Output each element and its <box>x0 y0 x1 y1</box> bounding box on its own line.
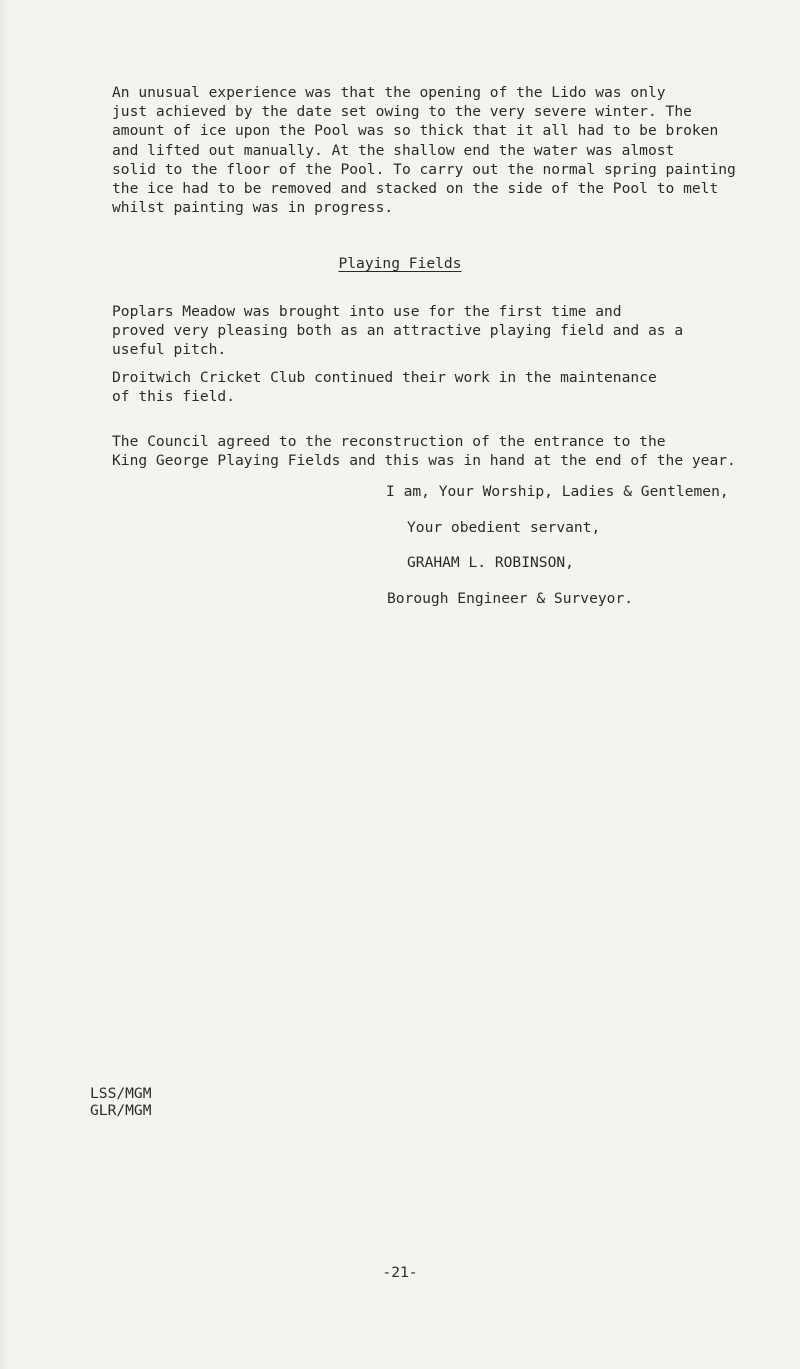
reference-line: GLR/MGM <box>90 1102 152 1119</box>
signature-closing: Your obedient servant, <box>407 519 601 536</box>
signature-title: Borough Engineer & Surveyor. <box>387 590 634 607</box>
text-line: solid to the floor of the Pool. To carry out the normal spring painting <box>112 160 736 178</box>
text-line: An unusual experience was that the opening of the Lido was only <box>112 84 666 101</box>
text-line: Poplars Meadow was brought into use for the first time and <box>112 303 622 320</box>
section-heading <box>0 254 800 273</box>
text-line: the ice had to be removed and stacked on the side of the Pool to melt <box>112 180 719 198</box>
text-line: whilst painting was in progress. <box>112 199 394 217</box>
page-edge-shadow <box>0 0 8 1369</box>
paragraph-poplars <box>112 302 752 360</box>
section-heading-text: Playing Fields <box>338 255 462 272</box>
reference-line: LSS/MGM <box>90 1085 152 1102</box>
text-line: King George Playing Fields and this was in hand at the end of the year. <box>112 452 736 470</box>
signature-salutation: I am, Your Worship, Ladies & Gentlemen, <box>386 483 729 500</box>
text-line: proved very pleasing both as an attractive playing field and as a <box>112 322 684 340</box>
reference-initials <box>90 1085 152 1119</box>
text-line: useful pitch. <box>112 341 227 359</box>
text-line: amount of ice upon the Pool was so thick that it all had to be broken <box>112 122 719 140</box>
paragraph-lido <box>112 83 752 217</box>
paragraph-cricket <box>112 368 752 406</box>
text-line: of this field. <box>112 388 236 406</box>
page-number: -21- <box>382 1264 418 1281</box>
text-line: just achieved by the date set owing to the very severe winter. The <box>112 103 692 121</box>
signature-name: GRAHAM L. ROBINSON, <box>407 554 574 571</box>
text-line: The Council agreed to the reconstruction of the entrance to the <box>112 433 666 450</box>
paragraph-council <box>112 432 752 470</box>
text-line: Droitwich Cricket Club continued their work in the maintenance <box>112 369 657 386</box>
text-line: and lifted out manually. At the shallow end the water was almost <box>112 141 675 159</box>
